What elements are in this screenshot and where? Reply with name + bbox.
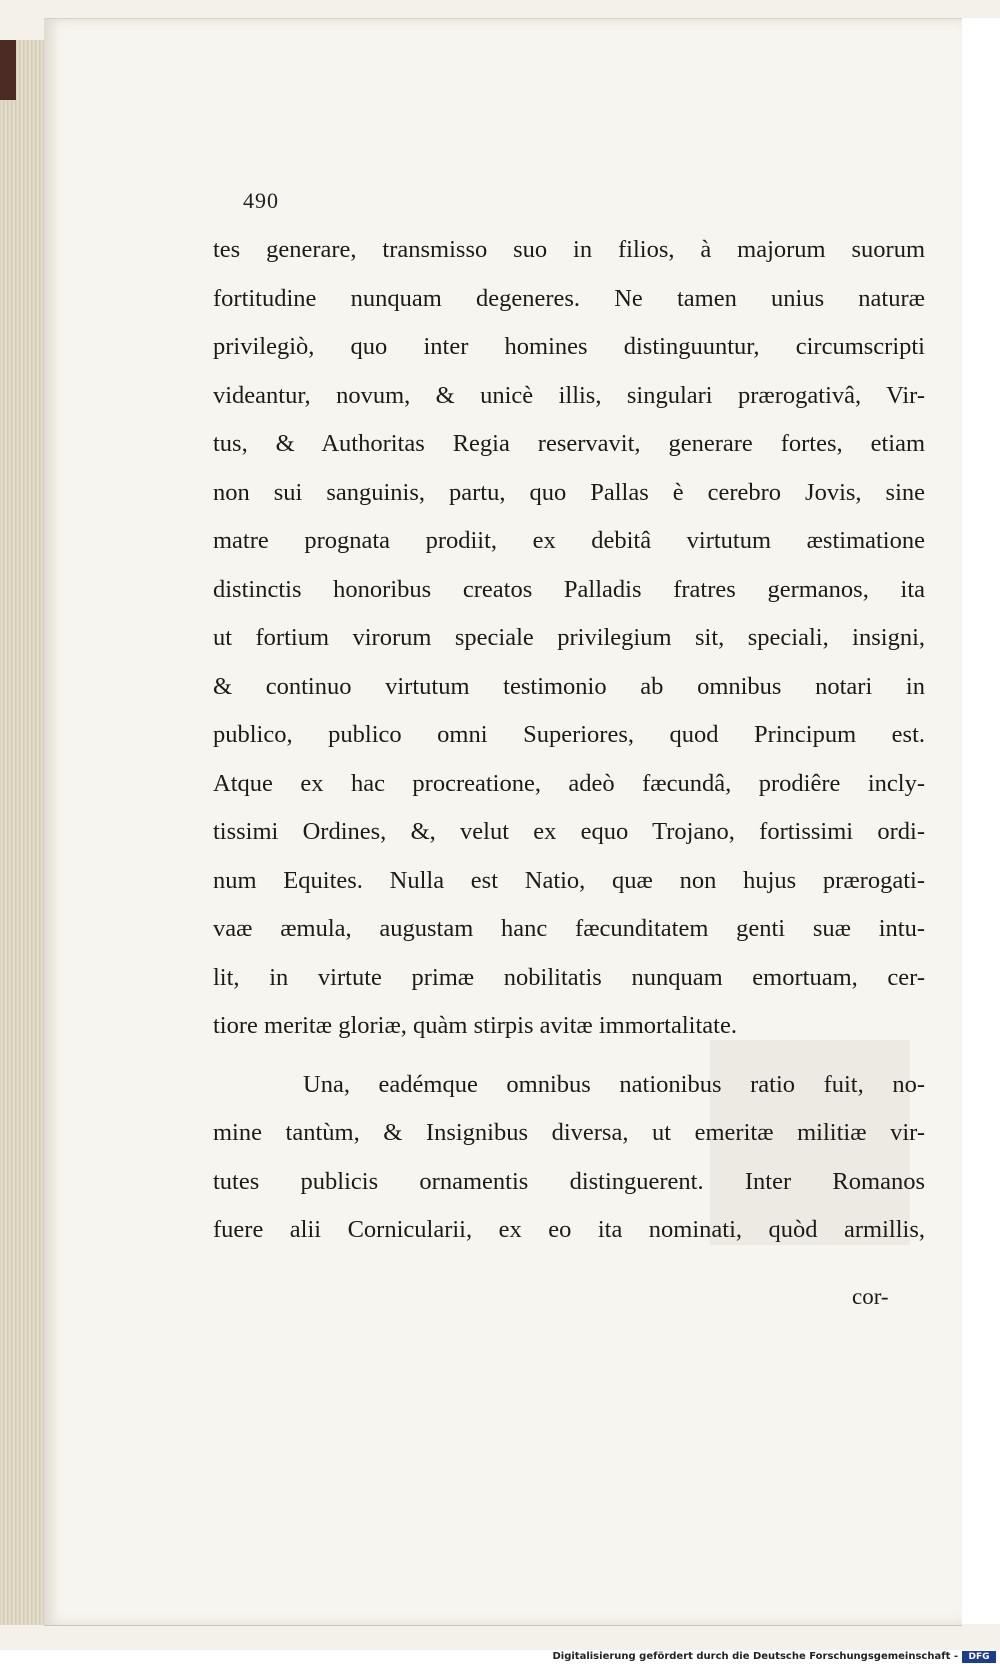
text-line: tes generare, transmisso suo in filios, à majorum suorum — [213, 236, 925, 263]
catchword: cor- — [852, 1284, 889, 1309]
text-line: privilegiò, quo inter homines distinguuntur, circumscripti — [213, 333, 925, 360]
book-page-edges — [0, 40, 45, 1625]
paragraph-gap — [213, 1051, 925, 1061]
text-line: & continuo virtutum testimonio ab omnibus notari in — [213, 672, 925, 700]
text-line: fortitudine nunquam degeneres. Ne tamen unius naturæ — [213, 284, 925, 312]
text-line: fuere alii Cornicularii, ex eo ita nominati, quòd armillis, — [213, 1216, 925, 1243]
text-line: tiore meritæ gloriæ, quàm stirpis avitæ immortalitate. — [213, 1012, 737, 1039]
text-line: tutes publicis ornamentis distinguerent. Inter Romanos — [213, 1167, 925, 1195]
page-right-margin — [962, 18, 1000, 1624]
text-line: num Equites. Nulla est Natio, quæ non hujus prærogati- — [213, 866, 925, 894]
body-text — [213, 226, 925, 1255]
digitization-credit: Digitalisierung gefördert durch die Deutsche Forschungsgemeinschaft - — [552, 1651, 958, 1662]
text-line: ut fortium virorum speciale privilegium sit, speciali, insigni, — [213, 624, 925, 651]
text-line: videantur, novum, & unicè illis, singulari prærogativâ, Vir- — [213, 381, 925, 409]
text-line: lit, in virtute primæ nobilitatis nunquam emortuam, cer- — [213, 963, 925, 991]
text-line: mine tantùm, & Insignibus diversa, ut emeritæ militiæ vir- — [213, 1119, 925, 1146]
dfg-logo-icon: DFG — [962, 1651, 996, 1663]
text-line: non sui sanguinis, partu, quo Pallas è cerebro Jovis, sine — [213, 478, 925, 506]
page-number: 490 — [243, 188, 279, 213]
paragraph-2 — [213, 1061, 925, 1255]
text-line: Atque ex hac procreatione, adeò fæcundâ, prodiêre incly- — [213, 769, 925, 797]
book-cover-spine — [0, 40, 16, 100]
text-line: matre prognata prodiit, ex debitâ virtutum æstimatione — [213, 527, 925, 554]
text-line: tissimi Ordines, &, velut ex equo Trojano, fortissimi ordi- — [213, 818, 925, 845]
text-line: Una, eadémque omnibus nationibus ratio fuit, no- — [303, 1070, 925, 1098]
text-line: distinctis honoribus creatos Palladis fratres germanos, ita — [213, 575, 925, 603]
text-line: publico, publico omni Superiores, quod Principum est. — [213, 721, 925, 748]
paragraph-1 — [213, 226, 925, 1051]
text-line: tus, & Authoritas Regia reservavit, generare fortes, etiam — [213, 430, 925, 457]
text-line: vaæ æmula, augustam hanc fæcunditatem genti suæ intu- — [213, 915, 925, 942]
